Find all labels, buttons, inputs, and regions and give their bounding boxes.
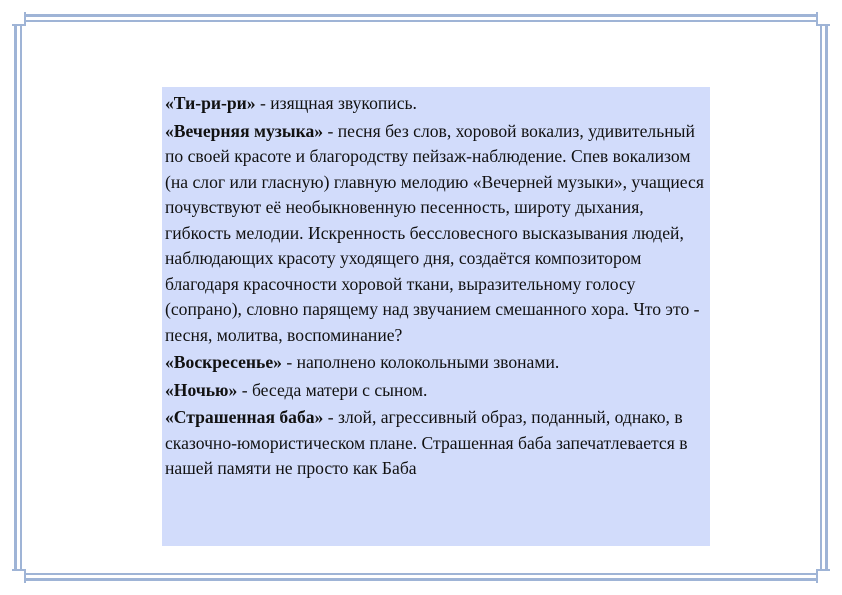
paragraph-scary-baba [165,405,707,482]
desc-tiriri: - изящная звукопись. [255,93,417,113]
term-scary-baba: «Страшенная баба» [165,407,324,427]
desc-evening-music: - песня без слов, хоровой вокализ, удивительный по своей красоте и благородству пейзаж-наблюдение. Спев вокализом (на слог или гласную) главную мелодию «Вечерней музыки», учащиеся почувствуют её необыкновенную песенность, широту дыхания, гибкость мелодии. Искренность бессловесного высказывания людей, наблюдающих красоту уходящего дня, создаётся композитором благодаря красочности хоровой ткани, выразительному голосу (сопрано), словно парящему над звучанием смешанного хора. Что это - песня, молитва, воспоминание? [165,120,704,345]
paragraph-evening-music [165,119,707,349]
term-evening-music: «Вечерняя музыка» [165,120,324,141]
frame-corner [816,569,830,583]
paragraph-at-night [165,378,707,404]
paragraph-sunday [165,350,707,376]
term-sunday: «Воскресенье» [165,352,282,372]
term-at-night: «Ночью» [165,379,238,400]
frame-corner [816,12,830,26]
desc-at-night: - беседа матери с сыном. [237,379,428,400]
frame-corner [12,569,26,583]
desc-sunday: - наполнено колокольными звонами. [281,352,560,372]
frame-corner [12,12,26,26]
desc-scary-baba: - злой, агрессивный образ, поданный, однако, в сказочно-юмористическом плане. Страшенная баба запечатлевается в нашей памяти не просто как Баба [165,407,688,478]
text-box [162,87,710,546]
paragraph-tiriri [165,91,707,117]
term-tiriri: «Ти-ри-ри» [165,93,256,113]
